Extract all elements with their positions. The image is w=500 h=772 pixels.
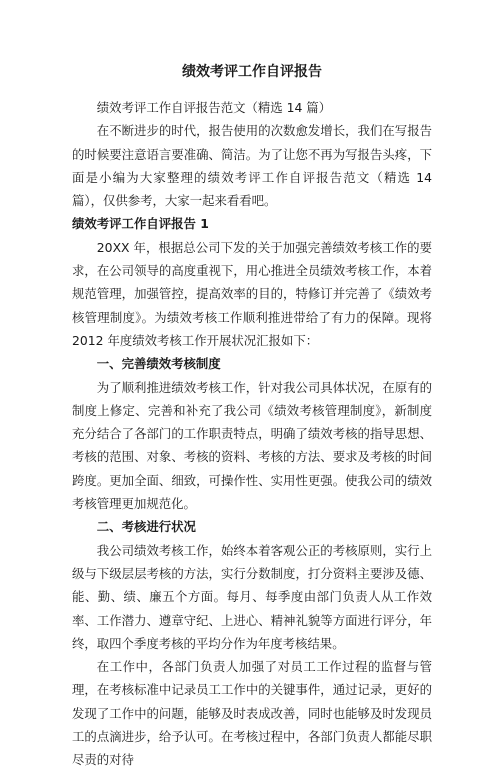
intro-paragraph: 在不断进步的时代，报告使用的次数愈发增长，我们在写报告的时候要注意语言要准确、简洁。为了让您不再为写报告头疼，下面是小编为大家整理的绩效考评工作自评报告范文（精选 14 篇），仅供参考，大家一起来看看吧。 (72, 123, 432, 209)
subsection2-paragraph-2: 在工作中，各部门负责人加强了对员工工作过程的监督与管理，在考核标准中记录员工工作中的关键事件，通过记录，更好的发现了工作中的问题，能够及时表成改善，同时也能够及时发现员工的点滴进步，给予认可。在考核过程中，各部门负责人都能尽职尽责的对待 (72, 659, 432, 768)
subsection1-paragraph: 为了顺利推进绩效考核工作，针对我公司具体状况，在原有的制度上修定、完善和补充了我公司《绩效考核管理制度》，新制度充分结合了各部门的工作职责特点，明确了绩效考核的指导思想、考核的范围、对象、考核的资料、考核的方法、要求及考核的时间跨度。更加全面、细致，可操作性、实用性更强。使我公司的绩效考核管理更加规范化。 (72, 379, 432, 512)
section-heading-1: 绩效考评工作自评报告 1 (72, 216, 209, 232)
subsection2-paragraph-1: 我公司绩效考核工作，始终本着客观公正的考核原则，实行上级与下级层层考核的方法，实行分数制度，打分资料主要涉及德、能、勤、绩、廉五个方面。每月、每季度由部门负责人从工作效率、工作潜力、遵章守纪、上进心、精神礼貌等方面进行评分，年终，取四个季度考核的平均分作为年度考核结果。 (72, 542, 432, 651)
subsection-heading-2: 二、考核进行状况 (96, 519, 196, 535)
document-subtitle: 绩效考评工作自评报告范文（精选 14 篇） (96, 100, 332, 115)
subsection-heading-1: 一、完善绩效考核制度 (96, 356, 221, 372)
document-title: 绩效考评工作自评报告 (182, 64, 322, 80)
section1-paragraph-1: 20XX 年，根据总公司下发的关于加强完善绩效考核工作的要求，在公司领导的高度重视下，用心推进全员绩效考核工作，本着规范管理，加强管控，提高效率的目的，特修订并完善了《绩效考核管理制度》。为绩效考核工作顺利推进带给了有力的保障。现将 2012 年度绩效考核工作开展状况汇报如下： (72, 239, 432, 348)
